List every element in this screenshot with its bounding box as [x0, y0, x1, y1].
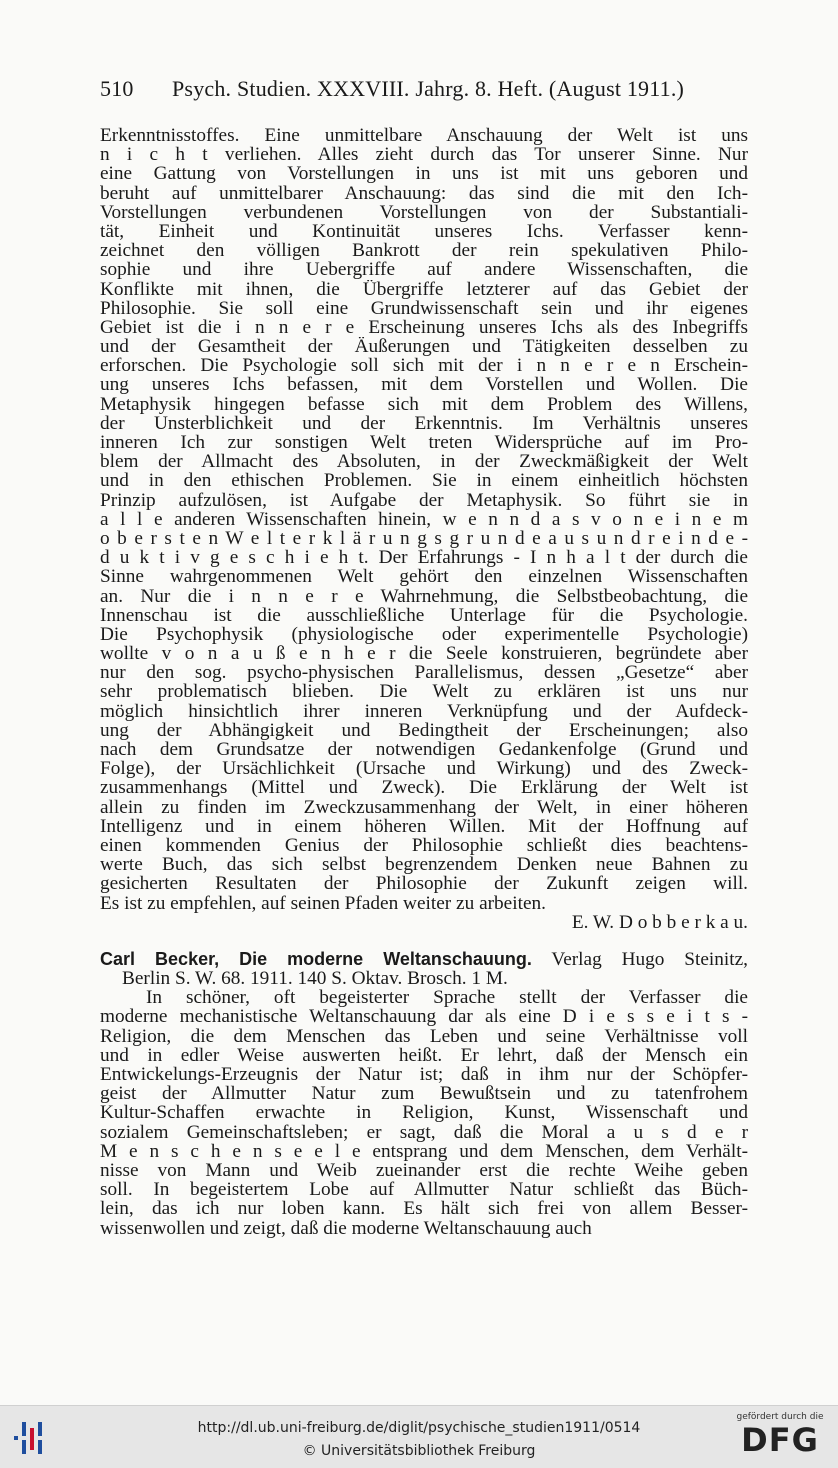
dfg-logo-icon	[732, 1412, 828, 1464]
text-line: einen kommenden Genius der Philosophie schließt dies beachtens-	[100, 835, 748, 856]
text-line: nur den sog. psycho-physischen Parallelismus, dessen „Gesetze“ aber	[100, 663, 748, 683]
text-line: inneren Ich zur sonstigen Welt treten Widersprüche auf im Pro-	[100, 433, 748, 453]
text-line: an. Nur die i n n e r e Wahrnehmung, die Selbstbeobachtung, die	[100, 586, 748, 606]
text-line: Konflikte mit ihnen, die Übergriffe letzterer auf das Gebiet der	[100, 279, 748, 299]
text-line: lein, das ich nur loben kann. Es hält sich frei von allem Besser-	[100, 1199, 748, 1219]
text-line: und in den ethischen Problemen. Sie in einem einheitlich höchsten	[100, 471, 748, 491]
dfg-logo-text: DFG	[741, 1421, 819, 1459]
text-line: sophie und ihre Uebergriffe auf andere Wissenschaften, die	[100, 260, 748, 280]
text-line: ung der Abhängigkeit und Bedingtheit der Erscheinungen; also	[100, 720, 748, 740]
text-line: beruht auf unmittelbarer Anschauung: das sind die mit den Ich-	[100, 183, 748, 203]
text-line: und in edler Weise auswerten heißt. Er lehrt, daß der Mensch ein	[100, 1045, 748, 1065]
text-line: Religion, die dem Menschen das Leben und seine Verhältnisse voll	[100, 1026, 748, 1046]
text-line: zeichnet den völligen Bankrott der rein spekulativen Philo-	[100, 241, 748, 261]
text-line: eine Gattung von Vorstellungen in uns ist mit uns geboren und	[100, 164, 748, 184]
text-line: d u k t i v g e s c h i e h t. Der Erfahrungs - I n h a l t der durch die	[100, 548, 748, 568]
text-line: Sinne wahrgenommenen Welt gehört den einzelnen Wissenschaften	[100, 567, 748, 587]
text-line: Innenschau ist die ausschließliche Unterlage für die Psychologie.	[100, 605, 748, 625]
text-line: nach dem Grundsatze der notwendigen Gedankenfolge (Grund und	[100, 740, 748, 760]
text-line: Folge), der Ursächlichkeit (Ursache und Wirkung) und des Zweck-	[100, 759, 748, 779]
text-line: werte Buch, das sich selbst begrenzendem Denken neue Bahnen zu	[100, 855, 748, 875]
text-line: nisse von Mann und Weib zueinander erst die rechte Weihe geben	[100, 1160, 748, 1181]
page-number: 510	[100, 76, 134, 101]
text-line: gesicherten Resultaten der Philosophie der Zukunft zeigen will.	[100, 874, 748, 894]
text-line: Kultur-Schaffen erwachte in Religion, Kunst, Wissenschaft und	[100, 1103, 748, 1123]
text-line: o b e r s t e n W e l t e r k l ä r u n g s g r u n d e a u s u n d r e i n d e -	[100, 528, 748, 549]
text-line: Gebiet ist die i n n e r e Erscheinung unseres Ichs als des Inbegriffs	[100, 317, 748, 338]
text-line: Es ist zu empfehlen, auf seinen Pfaden weiter zu arbeiten.	[100, 893, 546, 913]
copyright-notice: © Universitätsbibliothek Freiburg	[302, 1443, 536, 1459]
review-heading-author-title: Carl Becker, Die moderne Weltanschauung.	[100, 949, 532, 969]
text-line: erforschen. Die Psychologie soll sich mit der i n n e r e n Erschein-	[100, 356, 748, 376]
running-title: Psych. Studien. XXXVIII. Jahrg. 8. Heft. (August 1911.)	[172, 76, 685, 101]
text-line: allein zu finden im Zweckzusammenhang der Welt, in einer höheren	[100, 797, 748, 817]
text-line: geist der Allmutter Natur zum Bewußtsein und zu tatenfrohem	[100, 1084, 748, 1104]
text-line: In schöner, oft begeisterter Sprache stellt der Verfasser die	[146, 988, 748, 1008]
document-url-link[interactable]: http://dl.ub.uni-freiburg.de/diglit/psychische_studien1911/0514	[197, 1420, 641, 1436]
text-line: n i c h t verliehen. Alles zieht durch das Tor unserer Sinne. Nur	[100, 145, 748, 165]
viewer-footer	[0, 1405, 838, 1468]
text-line: wissenwollen und zeigt, daß die moderne Weltanschauung auch	[100, 1218, 592, 1238]
text-line: tät, Einheit und Kontinuität unseres Ichs. Verfasser kenn-	[100, 221, 748, 242]
text-line: Prinzip aufzulösen, ist Aufgabe der Metaphysik. So führt sie in	[100, 490, 748, 510]
text-line: Erkenntnisstoffes. Eine unmittelbare Anschauung der Welt ist uns	[100, 126, 748, 146]
text-line: Philosophie. Sie soll eine Grundwissenschaft sein und ihr eigenes	[100, 298, 748, 318]
text-line: zusammenhangs (Mittel und Zweck). Die Erklärung der Welt ist	[100, 778, 748, 798]
body-text	[100, 126, 748, 1238]
dfg-funding-label: gefördert durch die	[736, 1412, 824, 1422]
text-line: Die Psychophysik (physiologische oder experimentelle Psychologie)	[100, 624, 748, 645]
running-header	[100, 76, 760, 102]
text-line: Intelligenz und in einem höheren Willen. Mit der Hoffnung auf	[100, 816, 748, 836]
text-line: ung unseres Ichs befassen, mit dem Vorstellen und Wollen. Die	[100, 375, 748, 395]
text-line: Entwickelungs-Erzeugnis der Natur ist; daß in ihm nur der Schöpfer-	[100, 1065, 748, 1085]
text-line: Metaphysik hingegen befasse sich mit dem Problem des Willens,	[100, 394, 748, 414]
section-gap	[100, 932, 748, 950]
review-heading-publisher: Verlag Hugo Steinitz,	[531, 949, 748, 970]
text-line: möglich hinsichtlich ihrer inneren Verknüpfung und der Aufdeck-	[100, 701, 748, 721]
review-paragraph-1	[100, 126, 748, 913]
review-heading-details: Berlin S. W. 68. 1911. 140 S. Oktav. Brosch. 1 M.	[122, 969, 508, 989]
text-line: der Unsterblichkeit und der Erkenntnis. Im Verhältnis unseres	[100, 413, 748, 433]
text-line: wollte v o n a u ß e n h e r die Seele konstruieren, begründete aber	[100, 644, 748, 664]
review-heading	[100, 950, 748, 969]
text-line: M e n s c h e n s e e l e entsprang und dem Menschen, dem Verhält-	[100, 1141, 748, 1161]
text-line: sozialem Gemeinschaftsleben; er sagt, daß die Moral a u s d e r	[100, 1122, 748, 1142]
text-line: a l l e anderen Wissenschaften hinein, w e n n d a s v o n e i n e m	[100, 509, 748, 529]
signature: E. W. D o b b e r k a u.	[571, 912, 748, 932]
text-line: moderne mechanistische Weltanschauung dar als eine D i e s s e i t s -	[100, 1007, 748, 1027]
text-line: und der Gesamtheit der Äußerungen und Tätigkeiten desselben zu	[100, 337, 748, 357]
text-line: Vorstellungen verbundenen Vorstellungen von der Substantiali-	[100, 202, 748, 222]
text-line: soll. In begeistertem Lobe auf Allmutter Natur schließt das Büch-	[100, 1180, 748, 1200]
text-line: sehr problematisch blieben. Die Welt zu erklären ist uns nur	[100, 682, 748, 702]
text-line: blem der Allmacht des Absoluten, in der Zweckmäßigkeit der Welt	[100, 452, 748, 472]
review-paragraph-2	[100, 988, 748, 1237]
